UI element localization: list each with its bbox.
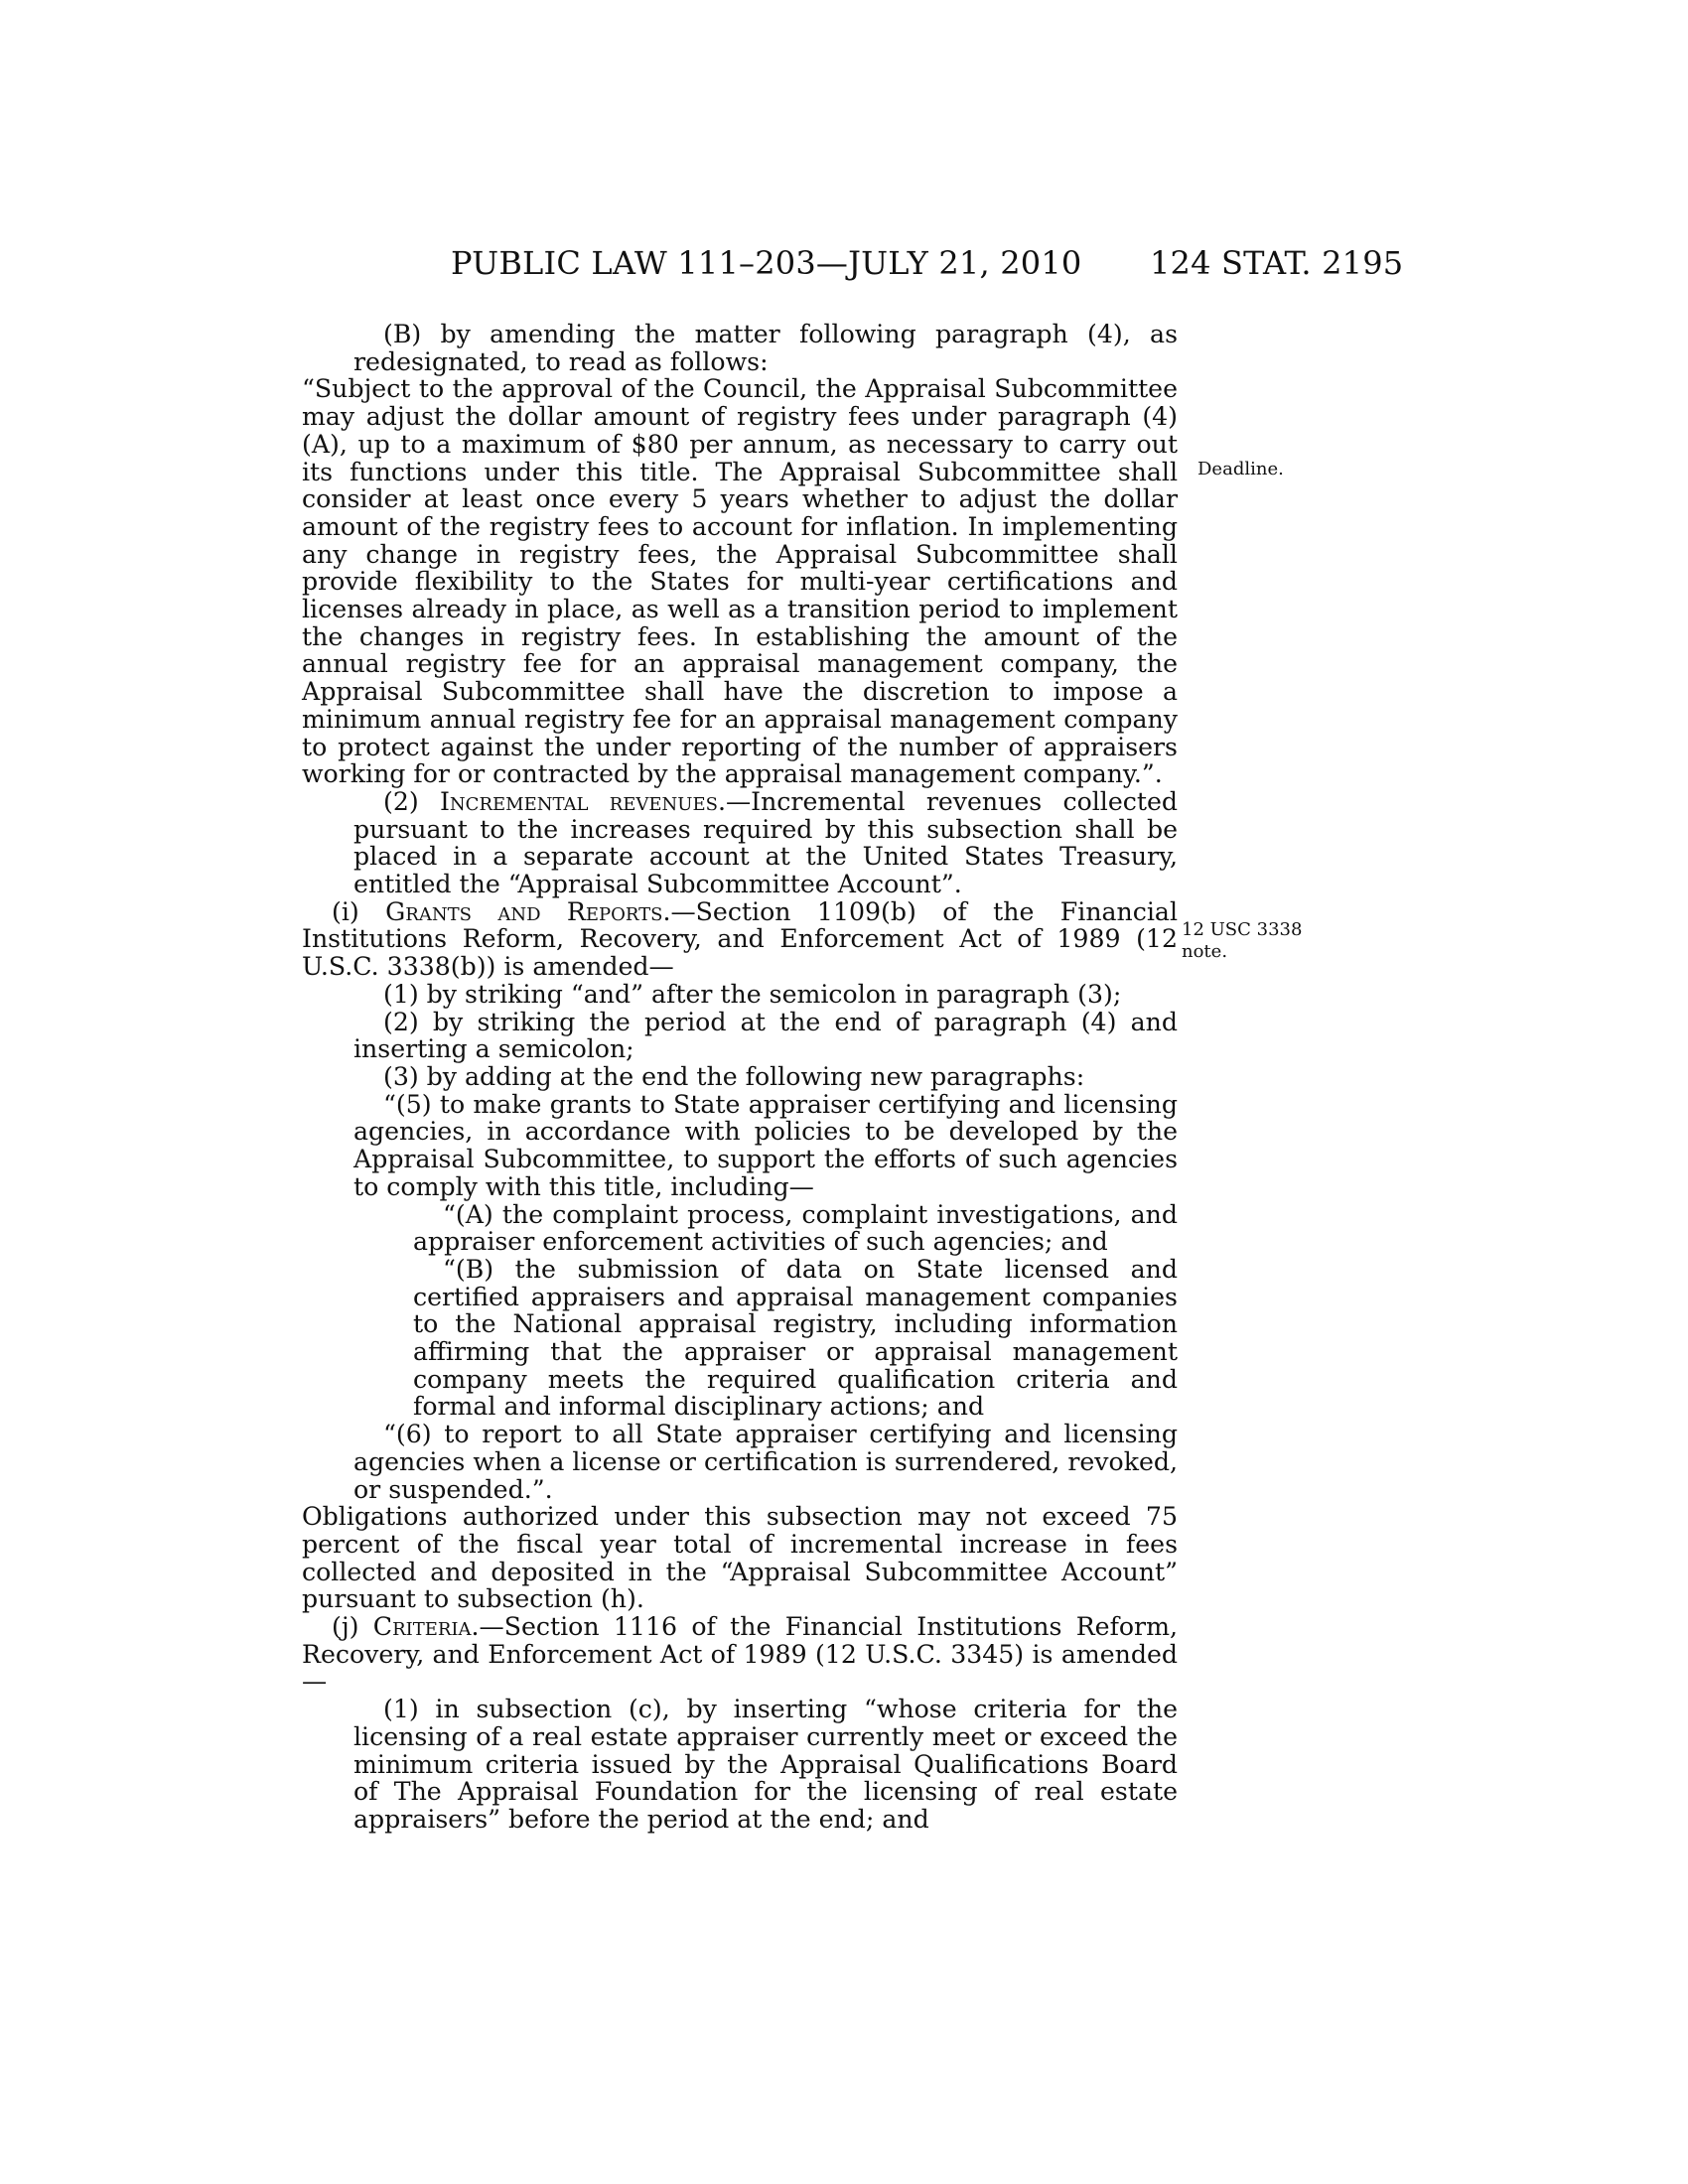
subsection-text: .—Section 1116 of the Financial Institutions Reform, Recovery, and Enforcement Act of 1989 (12 U.S.C. 3345) is amended— [302, 1612, 1178, 1697]
amendment-item-1: (1) by striking “and” after the semicolon in paragraph (3); [383, 979, 1122, 1009]
subsection-label: (j) [332, 1612, 373, 1642]
subsection-i-grants [302, 898, 1178, 981]
running-header-title: PUBLIC LAW 111–203—JULY 21, 2010 [451, 244, 1082, 282]
subsection-label: (i) [332, 896, 386, 926]
obligations-clause: Obligations authorized under this subsection may not exceed 75 percent of the fiscal year total of incremental increase in fees collected and deposited in the “Appraisal Subcommittee Account” pursuant to subsection (h). [302, 1502, 1178, 1614]
paragraph-heading: Incremental revenues [439, 786, 718, 816]
amendment-item-3: (3) by adding at the end the following new paragraphs: [383, 1061, 1085, 1091]
subsection-j-criteria [302, 1613, 1178, 1696]
new-paragraph-6: “(6) to report to all State appraiser certifying and licensing agencies when a license or certification is surrendered, revoked, or suspended.”. [353, 1420, 1178, 1504]
subsection-text: .—Section 1109(b) of the Financial Institutions Reform, Recovery, and Enforcement Act of 1989 (12 U.S.C. 3338(b)) is amended— [302, 896, 1179, 982]
margin-note-deadline: Deadline. [1197, 459, 1284, 479]
quoted-fee-provision: “Subject to the approval of the Council, the Appraisal Subcommittee may adjust the dollar amount of registry fees under paragraph (4)(A), up to a maximum of $80 per annum, as necessary to carry out its functions under this title. The Appraisal Subcommittee shall consider at least once every 5 years whether to adjust the dollar amount of the registry fees to account for inflation. In implementing any change in registry fees, the Appraisal Subcommittee shall provide flexibility to the States for multi-year certifications and licenses already in place, as well as a transition period to implement the changes in registry fees. In establishing the amount of the annual registry fee for an appraisal management company, the Appraisal Subcommittee shall have the discretion to impose a minimum annual registry fee for an appraisal management company to protect against the under reporting of the number of appraisers working for or contracted by the appraisal management company.”. [302, 374, 1178, 789]
subsection-heading: Grants and Reports [385, 896, 663, 926]
margin-note-usc-note: note. [1182, 941, 1228, 962]
subsection-heading: Criteria [372, 1612, 472, 1642]
paragraph-number: (2) [383, 786, 440, 816]
statute-body [302, 321, 1178, 1834]
page-citation: 124 STAT. 2195 [1150, 244, 1404, 282]
new-paragraph-5: “(5) to make grants to State appraiser certifying and licensing agencies, in accordance with policies to be developed by the Appraisal Subcommittee, to support the efforts of such agencies to comply with this title, including— [353, 1089, 1178, 1201]
amendment-item-2: (2) by striking the period at the end of paragraph (4) and inserting a semicolon; [353, 1007, 1178, 1064]
paragraph-text: .—Incremental revenues collected pursuant to the increases required by this subsection shall be placed in a separate account at the United States Treasury, entitled the “Appraisal Subcommittee Account”. [353, 786, 1179, 899]
criteria-item-1: (1) in subsection (c), by inserting “whose criteria for the licensing of a real estate appraiser currently meet or exceed the minimum criteria issued by the Appraisal Qualifications Board of The Appraisal Foundation for the licensing of real estate appraisers” before the period at the end; and [353, 1695, 1178, 1834]
paragraph-b-amending: (B) by amending the matter following paragraph (4), as redesignated, to read as follows: [353, 320, 1178, 376]
new-subparagraph-b: “(B) the submission of data on State licensed and certified appraisers and appraisal management companies to the National appraisal registry, including information affirming that the appraiser or appraisal management company meets the required qualification criteria and formal and informal disciplinary actions; and [413, 1254, 1178, 1422]
margin-note-usc-citation: 12 USC 3338 [1182, 919, 1303, 940]
new-subparagraph-a: “(A) the complaint process, complaint investigations, and appraiser enforcement activities of such agencies; and [413, 1199, 1178, 1257]
paragraph-incremental-revenues [302, 788, 1178, 898]
